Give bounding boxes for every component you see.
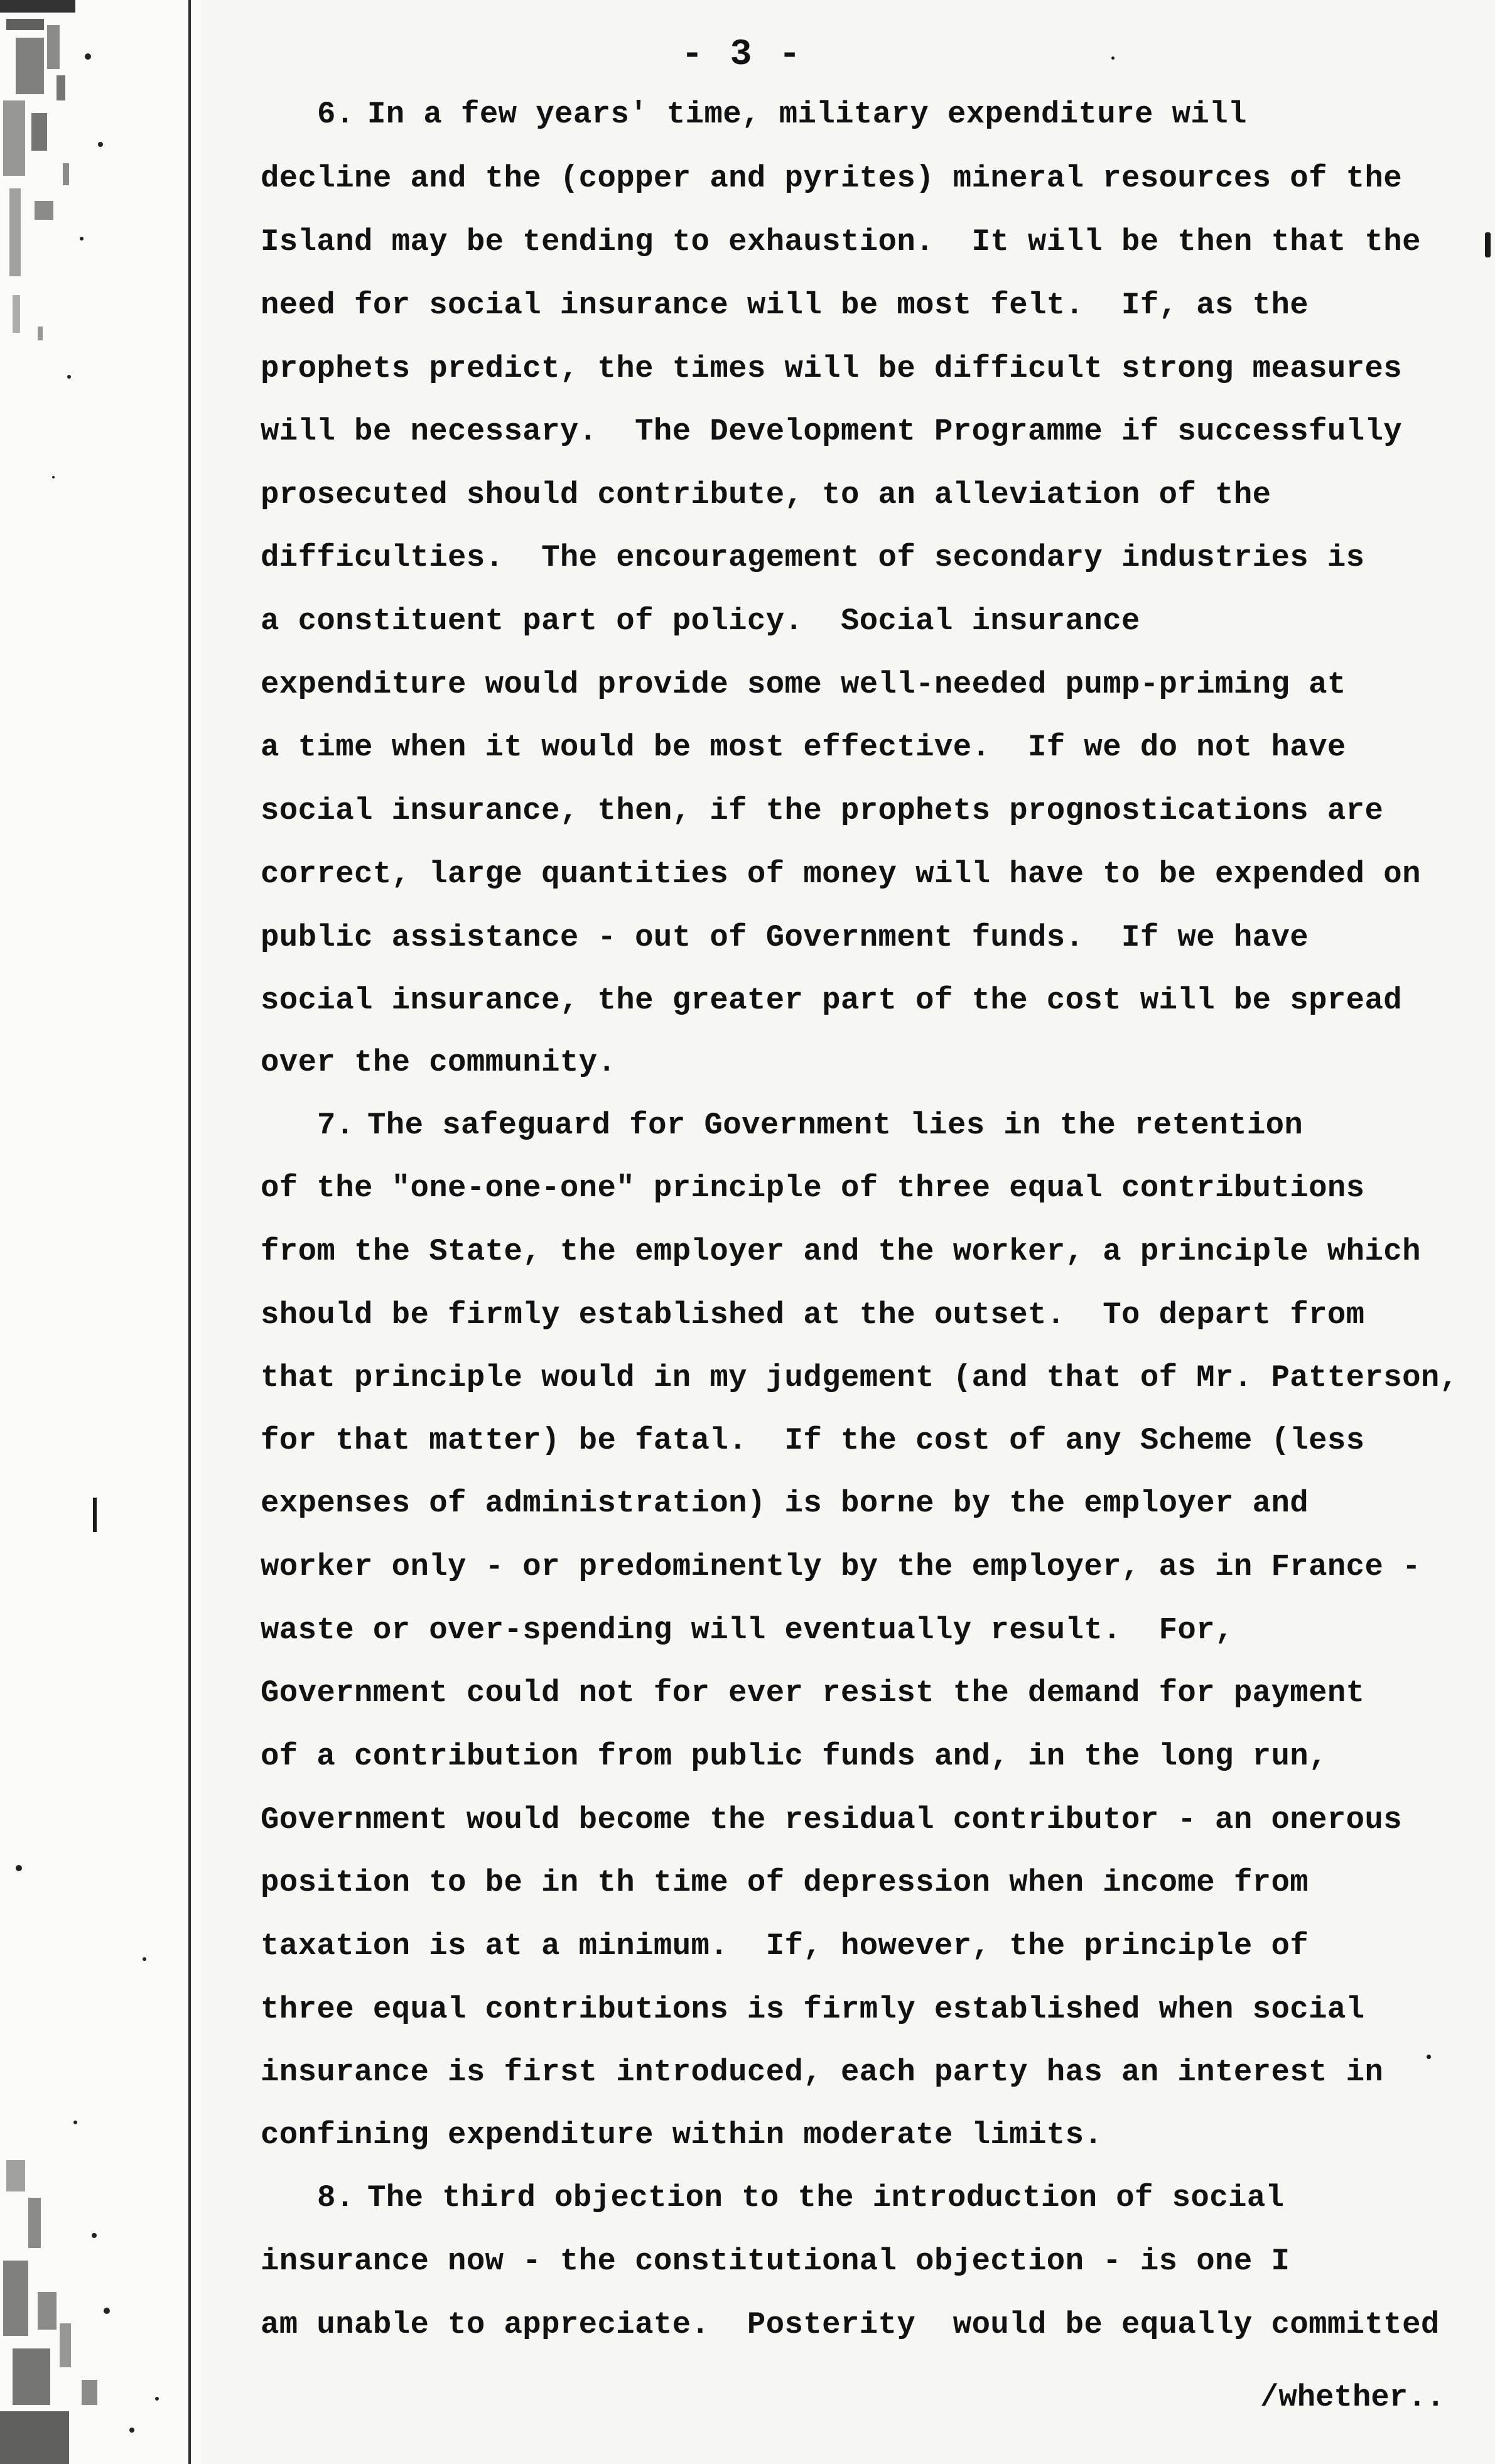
scan-noise-texture [0, 0, 201, 2464]
paragraph-7-line-12: Government would become the residual contributor - an onerous [261, 1802, 1403, 1837]
catchword: /whether.. [1260, 2380, 1445, 2415]
paragraph-6-line-13: correct, large quantities of money will have to be expended on [261, 856, 1421, 892]
paragraph-7-line-1: 7. The safeguard for Government lies in the retention [261, 1106, 1303, 1144]
binding-edge-scan-noise [0, 0, 201, 2464]
paragraph-7-line-9: waste or over-spending will eventually result. For, [261, 1613, 1234, 1648]
paragraph-7-line-6: for that matter) be fatal. If the cost of any Scheme (less [261, 1423, 1365, 1458]
left-margin-rule [188, 0, 191, 2464]
paragraph-number: 6. [317, 97, 355, 132]
paragraph-7-line-4: should be firmly established at the outset. To depart from [261, 1297, 1365, 1332]
paragraph-7-line-14: taxation is at a minimum. If, however, the principle of [261, 1928, 1309, 1964]
paragraph-8-line-2: insurance now - the constitutional objection - is one I [261, 2244, 1290, 2279]
paragraph-6-line-7: prosecuted should contribute, to an alleviation of the [261, 477, 1271, 512]
paragraph-6-line-6: will be necessary. The Development Programme if successfully [261, 414, 1403, 449]
paragraph-7-line-3: from the State, the employer and the worker, a principle which [261, 1234, 1421, 1269]
paragraph-6-line-3: Island may be tending to exhaustion. It will be then that the [261, 224, 1421, 259]
paragraph-7-line-17: confining expenditure within moderate limits. [261, 2117, 1103, 2153]
paragraph-6-line-5: prophets predict, the times will be difficult strong measures [261, 351, 1403, 386]
scan-mark [1427, 2055, 1431, 2059]
page-number: - 3 - [681, 35, 804, 75]
paragraph-7-line-10: Government could not for ever resist the demand for payment [261, 1675, 1365, 1710]
paragraph-number: 7. [317, 1108, 355, 1143]
paragraph-7-line-7: expenses of administration) is borne by the employer and [261, 1486, 1309, 1521]
paragraph-7-line-5: that principle would in my judgement (and that of Mr. Patterson, [261, 1360, 1459, 1395]
paragraph-7-line-13: position to be in th time of depression when income from [261, 1865, 1309, 1900]
paragraph-7-line-2: of the "one-one-one" principle of three equal contributions [261, 1170, 1365, 1206]
paragraph-6-line-8: difficulties. The encouragement of secondary industries is [261, 540, 1365, 575]
paragraph-7-line-8: worker only - or predominently by the employer, as in France - [261, 1549, 1421, 1584]
paragraph-6-line-11: a time when it would be most effective. If we do not have [261, 730, 1346, 765]
scan-mark [1111, 57, 1115, 60]
paragraph-7-line-16: insurance is first introduced, each party has an interest in [261, 2055, 1384, 2090]
paragraph-7-line-15: three equal contributions is firmly established when social [261, 1992, 1365, 2027]
paragraph-6-line-15: social insurance, the greater part of the cost will be spread [261, 983, 1403, 1018]
paragraph-6-line-12: social insurance, then, if the prophets prognostications are [261, 793, 1384, 828]
paragraph-6-line-14: public assistance - out of Government funds. If we have [261, 920, 1309, 955]
paragraph-6-line-4: need for social insurance will be most felt. If, as the [261, 288, 1309, 323]
paragraph-8-line-3: am unable to appreciate. Posterity would be equally committed [261, 2307, 1440, 2342]
paragraph-6-line-1: 6. In a few years' time, military expenditure will [261, 95, 1247, 133]
paragraph-6-line-10: expenditure would provide some well-needed pump-priming at [261, 667, 1346, 702]
paragraph-7-line-11: of a contribution from public funds and, in the long run, [261, 1739, 1327, 1774]
paragraph-6-line-2: decline and the (copper and pyrites) mineral resources of the [261, 161, 1403, 196]
paragraph-number: 8. [317, 2180, 355, 2215]
paragraph-6-line-9: a constituent part of policy. Social insurance [261, 603, 1140, 639]
scan-mark [1485, 232, 1491, 257]
paragraph-8-line-1: 8. The third objection to the introduction of social [261, 2179, 1284, 2217]
paragraph-6-line-16: over the community. [261, 1045, 617, 1080]
